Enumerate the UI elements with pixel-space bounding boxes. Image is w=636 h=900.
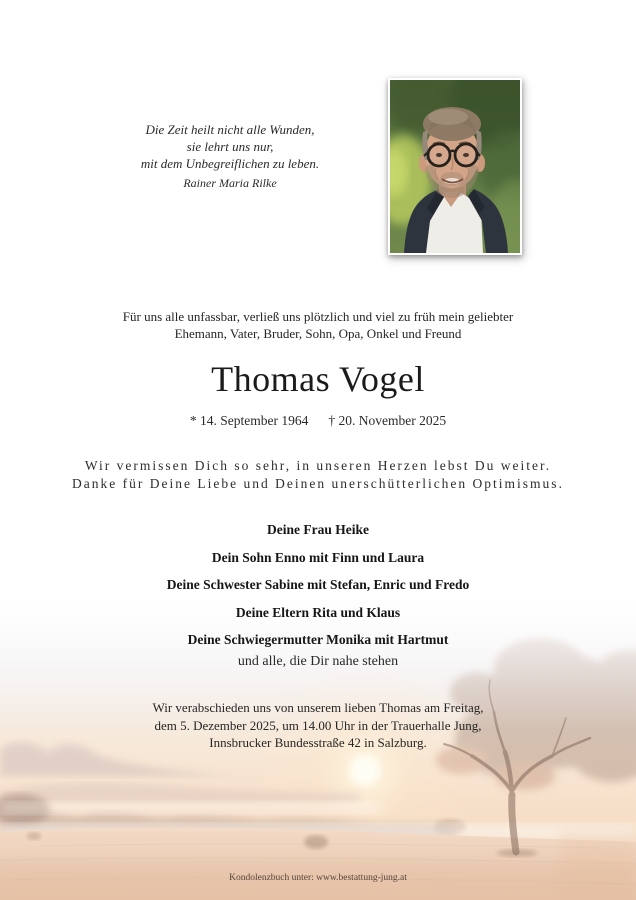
family-list — [0, 522, 636, 660]
funeral-line: Wir verabschieden uns von unserem lieben Thomas am Freitag, — [152, 700, 484, 715]
quote-line: Die Zeit heilt nicht alle Wunden, — [145, 122, 315, 137]
intro-line: Ehemann, Vater, Bruder, Sohn, Opa, Onkel und Freund — [174, 326, 462, 341]
birth-date: * 14. September 1964 — [189, 413, 309, 428]
sun — [350, 755, 380, 785]
quote-line: mit dem Unbegreiflichen zu leben. — [140, 156, 320, 171]
family-line: Deine Schwiegermutter Monika mit Hartmut — [187, 632, 449, 647]
tribute-line: Wir vermissen Dich so sehr, in unseren Herzen lebst Du weiter. — [84, 458, 552, 473]
tribute-text — [0, 457, 636, 492]
funeral-line: dem 5. Dezember 2025, um 14.00 Uhr in der Trauerhalle Jung, — [154, 717, 482, 733]
life-dates — [0, 413, 636, 429]
intro-line: Für uns alle unfassbar, verließ uns plötzlich und viel zu früh mein geliebter — [122, 309, 514, 324]
death-date: † 20. November 2025 — [328, 413, 447, 428]
tribute-line: Danke für Deine Liebe und Deinen unerschütterlichen Optimismus. — [72, 475, 564, 491]
quote-attribution: Rainer Maria Rilke — [183, 176, 277, 190]
closing-line: und alle, die Dir nahe stehen — [237, 654, 399, 669]
memorial-quote — [40, 121, 420, 192]
intro-text — [0, 308, 636, 342]
family-line: Deine Eltern Rita und Klaus — [235, 604, 401, 620]
condolence-note: Kondolenzbuch unter: www.bestattung-jung.at — [229, 873, 407, 883]
family-line: Dein Sohn Enno mit Finn und Laura — [211, 549, 425, 565]
hay-bale — [304, 835, 328, 849]
hay-bale-small — [27, 832, 41, 840]
funeral-info — [0, 699, 636, 752]
funeral-line: Innsbrucker Bundesstraße 42 in Salzburg. — [209, 735, 427, 750]
mist-band-upper — [0, 802, 380, 814]
family-line: Deine Frau Heike — [267, 522, 369, 537]
quote-line: sie lehrt uns nur, — [186, 139, 274, 154]
family-line: Deine Schwester Sabine mit Stefan, Enric und Fredo — [166, 577, 470, 592]
deceased-name: Thomas Vogel — [211, 359, 425, 399]
